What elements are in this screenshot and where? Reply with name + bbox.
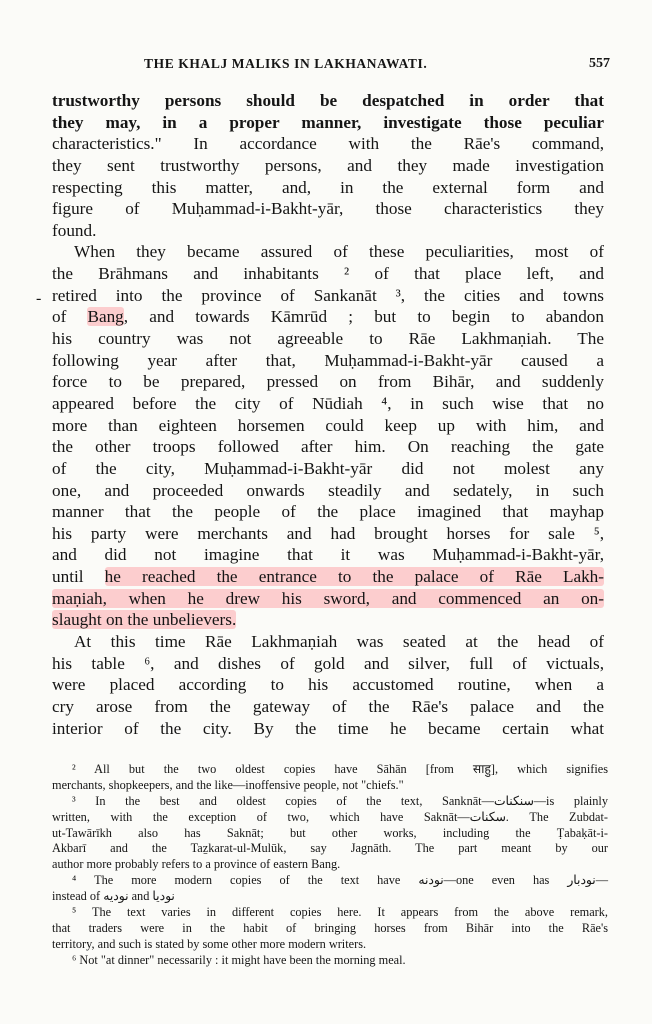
text-line: they may, in a proper manner, investigate those peculiar <box>52 112 604 132</box>
footnote-line: ³ In the best and oldest copies of the text, Sanknāt—سنکنات—is plainly <box>72 793 608 808</box>
page-number: 557 <box>589 56 610 71</box>
text-line: of Bang, and towards Kāmrūd ; but to begin to abandon <box>52 307 604 327</box>
text-line: At this time Rāe Lakhmaṇiah was seated at the head of <box>74 632 604 652</box>
footnote-line: ⁶ Not "at dinner" necessarily : it might have been the morning meal. <box>72 952 406 967</box>
highlight: slaught on the unbelievers. <box>52 610 237 630</box>
text-line <box>52 588 604 610</box>
text-line: his country was not agreeable to Rāe Lakhmaṇiah. The <box>52 329 604 349</box>
text-line: the Brāhmans and inhabitants ² of that place left, and <box>52 264 604 284</box>
text-line: his table ⁶, and dishes of gold and silver, full of victuals, <box>52 653 604 673</box>
footnote-line: Akbarī and the Taẕkarat-ul-Mulūk, say Jagnāth. The part meant by our <box>52 841 608 856</box>
text-line <box>52 609 604 631</box>
text-line: were placed according to his accustomed routine, when a <box>52 675 604 695</box>
highlight: he reached the entrance to the palace of Rāe Lakh- <box>104 567 604 587</box>
highlight: Bang <box>87 307 124 327</box>
text-line: characteristics." In accordance with the Rāe's command, <box>52 134 604 154</box>
footnote-line: ² All but the two oldest copies have Sāhān [from साहु], which signifies <box>72 762 608 776</box>
text-line: more than eighteen horsemen could keep up with him, and <box>52 415 604 435</box>
text-line: one, and proceeded onwards steadily and sedately, in such <box>52 480 604 500</box>
footnote-line: author more probably refers to a province of eastern Bang. <box>52 857 341 872</box>
text-line: until he reached the entrance to the palace of Rāe Lakh- <box>52 567 604 587</box>
running-title: THE KHALJ MALIKS IN LAKHANAWATI. <box>144 56 428 71</box>
footnotes <box>52 762 608 969</box>
footnote-line: territory, and such is stated by some other more modern writers. <box>52 936 367 951</box>
text-line: and did not imagine that it was Muḥammad-i-Bakht-yār, <box>52 545 604 565</box>
footnote-line: ut-Tawārīkh also has Saknāt; but other works, including the Ṭabaḳāt-i- <box>52 825 608 840</box>
footnote-line: ⁴ The more modern copies of the text have نودنه—one even has نودبار— <box>72 873 608 888</box>
footnote-line: instead of نودیه and نودیا <box>52 889 175 904</box>
footnote-line: that traders were in the habit of bringing horses from Bihār into the Rāe's <box>52 920 608 935</box>
text-line: they sent trustworthy persons, and they made investigation <box>52 155 604 175</box>
text-line: force to be prepared, pressed on from Bihār, and suddenly <box>52 372 604 392</box>
footnote-line: merchants, shopkeepers, and the like—inoffensive people, not "chiefs." <box>52 777 404 792</box>
text-line: appeared before the city of Nūdiah ⁴, in such wise that no <box>52 393 604 413</box>
footnote-line: ⁵ The text varies in different copies here. It appears from the above remark, <box>72 905 608 920</box>
text-line: cry arose from the gateway of the Rāe's palace and the <box>52 696 604 716</box>
text-line: his party were merchants and had brought horses for sale ⁵, <box>52 523 604 543</box>
text-line: respecting this matter, and, in the external form and <box>52 177 604 197</box>
text-line: manner that the people of the place imagined that mayhap <box>52 502 604 522</box>
text-line: retired into the province of Sankanāt ³, the cities and towns <box>52 285 604 305</box>
text-line: the other troops followed after him. On reaching the gate <box>52 437 604 457</box>
text-line: trustworthy persons should be despatched in order that <box>52 91 604 110</box>
text-line: of the city, Muḥammad-i-Bakht-yār did not molest any <box>52 458 604 478</box>
highlight: maṇiah, when he drew his sword, and commenced an on- <box>52 588 604 608</box>
margin-mark: - <box>36 290 42 307</box>
page-header <box>52 56 612 76</box>
footnote-line: written, with the exception of two, which have Saknāt—سکنات. The Zubdat- <box>52 809 608 824</box>
text-line: figure of Muḥammad-i-Bakht-yār, those characteristics they <box>52 199 604 219</box>
text-line: interior of the city. By the time he became certain what <box>52 718 604 738</box>
main-text <box>52 90 604 739</box>
text-line: following year after that, Muḥammad-i-Bakht-yār caused a <box>52 350 604 370</box>
text-line: When they became assured of these peculiarities, most of <box>74 242 604 262</box>
text-line: found. <box>52 220 97 240</box>
